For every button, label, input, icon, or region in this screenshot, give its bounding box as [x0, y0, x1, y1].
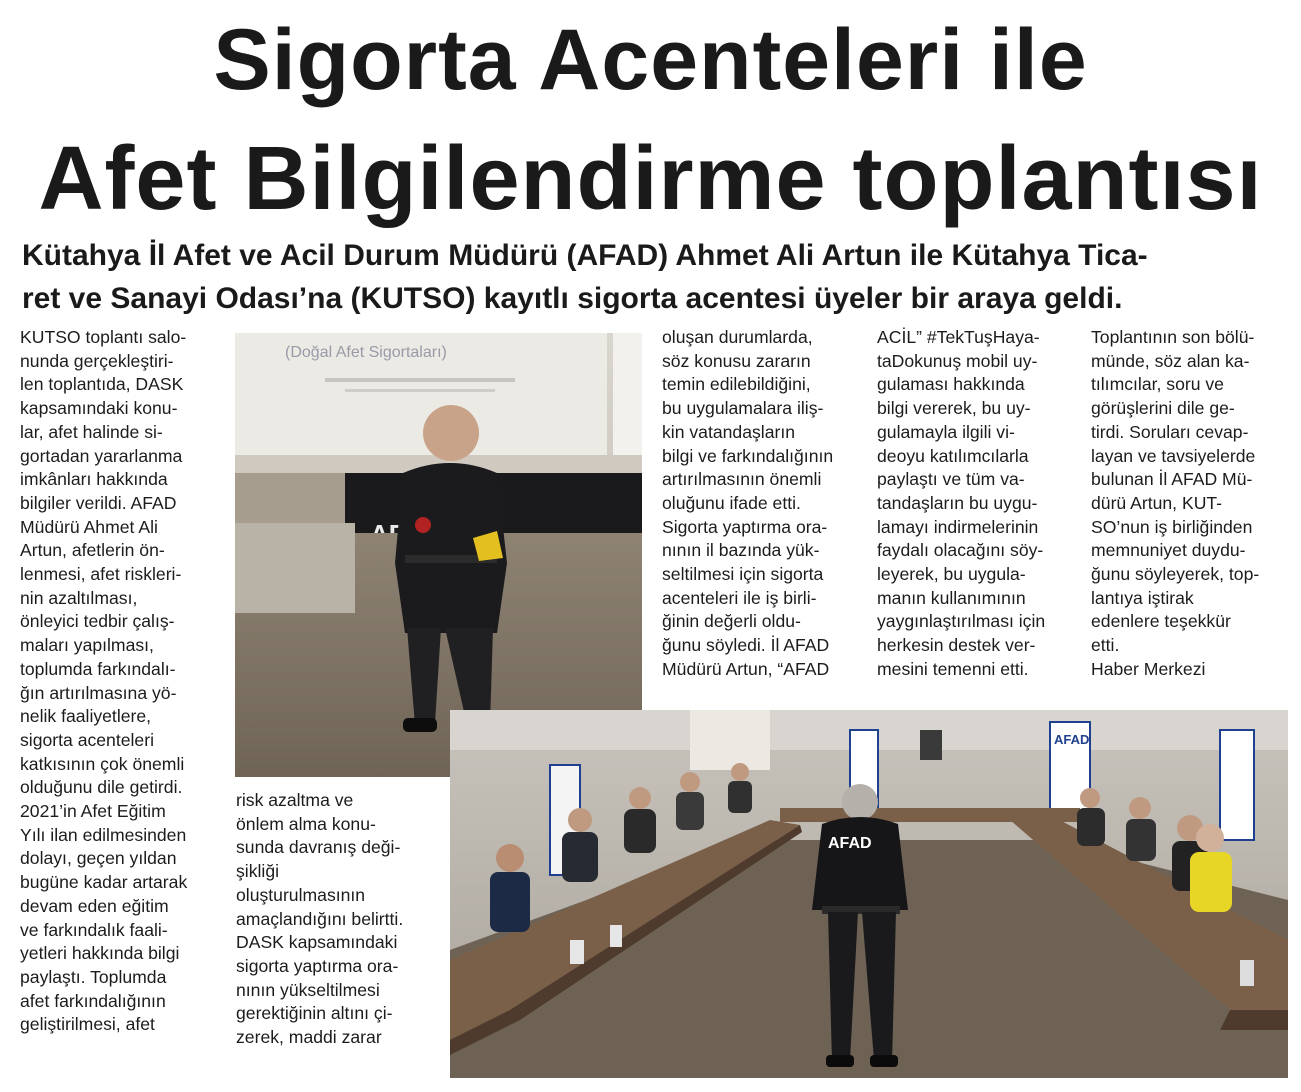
text-line: amaçlandığını belirtti. — [236, 908, 404, 929]
text-line: yaygınlaştırılması için — [877, 611, 1046, 632]
text-line: Müdürü Ahmet Ali — [20, 516, 158, 537]
text-line: sunda davranış deği- — [236, 837, 401, 858]
lead-line-2: ret ve Sanayi Odası’na (KUTSO) kayıtlı sigorta acentesi üyeler bir araya geldi. — [22, 282, 1123, 315]
text-line: toplumda farkındalı- — [20, 658, 176, 679]
text-line: oluşan durumlarda, — [662, 327, 813, 347]
text-line: gulaması hakkında — [877, 374, 1025, 395]
headline-line-1: Sigorta Acenteleri ile — [213, 12, 1088, 108]
text-line: kin vatandaşların — [662, 421, 796, 442]
text-line: edenlere teşekkür — [1091, 611, 1231, 632]
text-line: nelik faaliyetlere, — [20, 706, 152, 727]
text-line: oluğunu ifade etti. — [662, 492, 801, 513]
text-line: önleyici tedbir çalış- — [20, 611, 175, 632]
headline-line-2: Afet Bilgilendirme toplantısı — [38, 129, 1263, 229]
text-line: Müdürü Artun, “AFAD — [662, 658, 830, 679]
text-line: ğinin değerli oldu- — [662, 611, 801, 632]
text-line: sigorta yaptırma ora- — [236, 955, 399, 976]
text-line: bu uygulamalara iliş- — [662, 398, 824, 419]
text-line: mesini temenni etti. — [877, 658, 1029, 679]
text-line: paylaştı ve tüm va- — [877, 469, 1025, 490]
text-line: devam eden eğitim — [20, 895, 169, 916]
text-column-1 — [20, 326, 187, 1037]
text-line: memnuniyet duydu- — [1091, 540, 1246, 561]
text-line: layan ve tavsiyelerde — [1091, 445, 1256, 466]
text-line: tılımcılar, soru ve — [1091, 374, 1224, 395]
text-line: Yılı ilan edilmesinden — [20, 824, 187, 845]
text-line: yetleri hakkında bilgi — [20, 943, 180, 964]
text-line: geliştirilmesi, afet — [20, 1014, 155, 1035]
screen-text: (Doğal Afet Sigortaları) — [285, 344, 447, 361]
text-line: tandaşların bu uygu- — [877, 492, 1038, 513]
text-line: maları yapılması, — [20, 635, 154, 656]
text-line: risk azaltma ve — [236, 790, 354, 810]
text-line: önlem alma konu- — [236, 813, 376, 834]
text-line: katkısının çok önemli — [20, 753, 185, 774]
text-column-5 — [1091, 326, 1259, 682]
text-line: sigorta acenteleri — [20, 729, 154, 750]
text-line: söz konusu zararın — [662, 350, 811, 371]
text-line: temin edilebildiğini, — [662, 374, 811, 395]
text-line: bulunan İl AFAD Mü- — [1091, 469, 1253, 490]
text-line: bugüne kadar artarak — [20, 872, 188, 893]
text-line: lamayı indirmelerinin — [877, 516, 1039, 537]
text-line: tirdi. Soruları cevap- — [1091, 421, 1249, 442]
text-line: deoyu katılımcılarla — [877, 445, 1029, 466]
text-line: Haber Merkezi — [1091, 658, 1206, 679]
meeting-room-photo — [450, 710, 1288, 1078]
text-column-3 — [662, 326, 833, 682]
text-line: acenteleri ile iş birli- — [662, 587, 817, 608]
lead-line-1: Kütahya İl Afet ve Acil Durum Müdürü (AFAD) Ahmet Ali Artun ile Kütahya Tica- — [22, 239, 1148, 272]
text-line: Artun, afetlerin ön- — [20, 540, 165, 561]
text-line: bilgiler verildi. AFAD — [20, 492, 177, 513]
text-line: 2021’in Afet Eğitim — [20, 801, 166, 822]
text-line: herkesin destek ver- — [877, 635, 1036, 656]
text-line: ğunu söyledi. İl AFAD — [662, 635, 830, 656]
text-line: ACİL” #TekTuşHaya- — [877, 327, 1040, 347]
text-line: bilgi vererek, bu uy- — [877, 398, 1031, 419]
text-line: ve farkındalık faali- — [20, 919, 168, 940]
text-line: nunda gerçekleştiri- — [20, 350, 174, 371]
text-line: DASK kapsamındaki — [236, 932, 398, 953]
text-line: lenmesi, afet riskleri- — [20, 564, 182, 585]
text-line: münde, söz alan ka- — [1091, 350, 1250, 371]
text-line: zerek, maddi zarar — [236, 1027, 382, 1048]
text-line: nının yükseltilmesi — [236, 979, 380, 1000]
text-line: faydalı olacağını söy- — [877, 540, 1044, 561]
text-line: artırılmasının önemli — [662, 469, 822, 490]
banner-text: AFAD — [1054, 732, 1090, 747]
text-line: gortadan yararlanma — [20, 445, 183, 466]
text-line: ğın artırılmasına yö- — [20, 682, 177, 703]
text-line: Sigorta yaptırma ora- — [662, 516, 828, 537]
text-line: etti. — [1091, 635, 1120, 656]
text-line: görüşlerini dile ge- — [1091, 398, 1235, 419]
text-line: nin azaltılması, — [20, 587, 138, 608]
text-line: manın kullanımının — [877, 587, 1026, 608]
text-line: ğunu söyleyerek, top- — [1091, 564, 1260, 585]
text-line: gerektiğinin altını çi- — [236, 1003, 393, 1024]
text-line: gulamayla ilgili vi- — [877, 421, 1015, 442]
text-line: paylaştı. Toplumda — [20, 966, 167, 987]
text-line: oluşturulmasının — [236, 884, 366, 905]
text-line: afet farkındalığının — [20, 990, 166, 1011]
text-line: KUTSO toplantı salo- — [20, 327, 187, 347]
text-line: lantıya iştirak — [1091, 587, 1194, 608]
text-column-4 — [877, 326, 1045, 682]
text-column-2 — [236, 789, 403, 1050]
text-line: olduğunu dile getirdi. — [20, 777, 183, 798]
text-line: şikliği — [236, 861, 280, 882]
text-line: taDokunuş mobil uy- — [877, 350, 1038, 371]
text-line: len toplantıda, DASK — [20, 374, 184, 395]
text-line: nının il bazında yük- — [662, 540, 820, 561]
jacket-text: AFAD — [828, 835, 872, 852]
text-line: lar, afet halinde si- — [20, 421, 163, 442]
text-line: bilgi ve farkındalığının — [662, 445, 834, 466]
text-line: SO’nun iş birliğinden — [1091, 516, 1253, 537]
text-line: dolayı, geçen yıldan — [20, 848, 177, 869]
text-line: imkânları hakkında — [20, 469, 168, 490]
text-line: dürü Artun, KUT- — [1091, 492, 1223, 513]
text-line: Toplantının son bölü- — [1091, 327, 1255, 347]
text-line: kapsamındaki konu- — [20, 398, 178, 419]
text-line: seltilmesi için sigorta — [662, 564, 824, 585]
text-line: leyerek, bu uygula- — [877, 564, 1026, 585]
